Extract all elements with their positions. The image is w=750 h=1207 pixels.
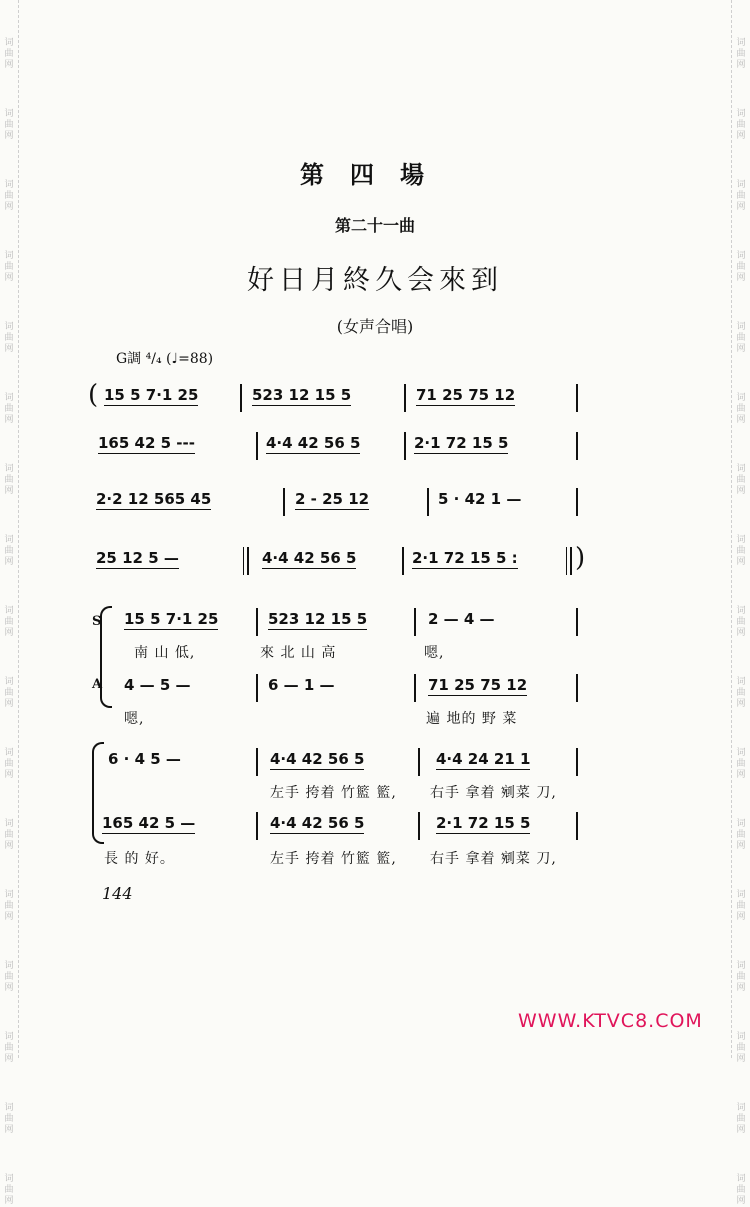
watermark-text: 词曲网 — [4, 606, 14, 638]
watermark-text: 词曲网 — [736, 890, 746, 922]
barline — [576, 674, 578, 702]
voicing-note: (女声合唱) — [336, 317, 414, 336]
scene-title: 第四場 — [300, 160, 450, 189]
measure: 165 42 5 --- — [98, 434, 195, 452]
watermark-text: 词曲网 — [736, 1032, 746, 1064]
open-parenthesis: ( — [88, 380, 99, 410]
watermark-text: 词曲网 — [736, 606, 746, 638]
measure: 71 25 75 12 — [428, 676, 528, 694]
measure: 71 25 75 12 — [416, 386, 516, 404]
measure: 2·1 72 15 5 — [414, 434, 509, 452]
watermark-text: 词曲网 — [4, 1032, 14, 1064]
measure: 2·2 12 565 45 — [96, 490, 212, 508]
page-number: 144 — [102, 884, 133, 903]
measure: 4 — 5 — — [124, 676, 191, 694]
watermark-text: 词曲网 — [736, 748, 746, 780]
watermark-text: 词曲网 — [736, 1103, 746, 1135]
watermark-text: 词曲网 — [736, 677, 746, 709]
watermark-text: 词曲网 — [4, 180, 14, 212]
lyric-phrase: 嗯, — [424, 645, 445, 661]
soprano-staff-1 — [0, 610, 750, 650]
watermark-text: 词曲网 — [4, 393, 14, 425]
watermark-text: 词曲网 — [736, 251, 746, 283]
watermark-text: 词曲网 — [736, 109, 746, 141]
lyric-phrase: 嗯, — [124, 711, 145, 727]
intro-line-2 — [0, 434, 750, 474]
alto-staff-1 — [0, 676, 750, 716]
intro-line-3 — [0, 490, 750, 530]
measure: 2·1 72 15 5 — [436, 814, 531, 832]
measure: 4·4 42 56 5 — [262, 549, 357, 567]
measure: 15 5 7·1 25 — [104, 386, 199, 404]
barline — [576, 432, 578, 460]
watermark-text: 词曲网 — [4, 251, 14, 283]
measure: 2 - 25 12 — [295, 490, 370, 508]
watermark-text: 词曲网 — [4, 961, 14, 993]
barline — [576, 384, 578, 412]
watermark-text: 词曲网 — [736, 819, 746, 851]
barline — [256, 432, 258, 460]
intro-line-1 — [0, 380, 750, 426]
barline — [283, 488, 285, 516]
watermark-text: 词曲网 — [736, 180, 746, 212]
song-title: 好日月終久会來到 — [247, 265, 503, 296]
watermark-text: 词曲网 — [4, 1103, 14, 1135]
barline — [418, 748, 420, 776]
piece-number: 第二十一曲 — [334, 216, 415, 235]
measure: 6 — 1 — — [268, 676, 335, 694]
barline — [576, 608, 578, 636]
lyric-phrase: 南 山 低, — [134, 645, 196, 661]
watermark-text: 词曲网 — [736, 1174, 746, 1206]
barline — [402, 547, 404, 575]
barline — [404, 384, 406, 412]
repeat-end-barline — [566, 547, 567, 575]
lyric-phrase: 長 的 好。 — [104, 851, 175, 867]
measure: 25 12 5 — — [96, 549, 179, 567]
barline — [576, 812, 578, 840]
measure: 4·4 42 56 5 — [266, 434, 361, 452]
close-parenthesis: ) — [575, 543, 586, 573]
watermark-text: 词曲网 — [4, 535, 14, 567]
barline — [414, 608, 416, 636]
barline — [256, 812, 258, 840]
lyric-phrase: 遍 地的 野 菜 — [426, 711, 518, 727]
barline — [256, 748, 258, 776]
site-watermark: WWW.KTVC8.COM — [518, 1010, 703, 1032]
watermark-text: 词曲网 — [4, 1174, 14, 1206]
watermark-text: 词曲网 — [4, 890, 14, 922]
barline — [240, 384, 242, 412]
measure: 165 42 5 — — [102, 814, 196, 832]
watermark-text: 词曲网 — [736, 464, 746, 496]
barline — [404, 432, 406, 460]
lyric-phrase: 右手 拿着 剜菜 刀, — [430, 851, 557, 867]
measure: 523 12 15 5 — [252, 386, 352, 404]
watermark-text: 词曲网 — [4, 748, 14, 780]
measure: 523 12 15 5 — [268, 610, 368, 628]
repeat-end-barline — [570, 547, 572, 575]
barline — [256, 674, 258, 702]
watermark-text: 词曲网 — [4, 677, 14, 709]
watermark-text: 词曲网 — [736, 38, 746, 70]
barline — [427, 488, 429, 516]
watermark-text: 词曲网 — [4, 322, 14, 354]
lyric-phrase: 左手 挎着 竹籃 籃, — [270, 851, 397, 867]
watermark-text: 词曲网 — [736, 535, 746, 567]
measure: 2 — 4 — — [428, 610, 495, 628]
barline — [576, 488, 578, 516]
lyric-phrase: 右手 拿着 剜菜 刀, — [430, 785, 557, 801]
alto-label: A — [92, 677, 103, 692]
watermark-text: 词曲网 — [4, 109, 14, 141]
measure: 4·4 42 56 5 — [270, 814, 365, 832]
watermark-text: 词曲网 — [736, 322, 746, 354]
measure: 6 · 4 5 — — [108, 750, 181, 768]
measure: 4·4 42 56 5 — [270, 750, 365, 768]
measure: 15 5 7·1 25 — [124, 610, 219, 628]
repeat-start-barline — [247, 547, 249, 575]
measure: 2·1 72 15 5 : — [412, 549, 518, 567]
measure: 5 · 42 1 — — [438, 490, 522, 508]
barline — [414, 674, 416, 702]
watermark-text: 词曲网 — [4, 464, 14, 496]
intro-line-4 — [0, 543, 750, 589]
lyric-phrase: 來 北 山 高 — [260, 645, 337, 661]
barline — [576, 748, 578, 776]
soprano-label: S — [92, 614, 102, 629]
repeat-start-barline — [243, 547, 244, 575]
lyric-phrase: 左手 挎着 竹籃 籃, — [270, 785, 397, 801]
barline — [418, 812, 420, 840]
watermark-text: 词曲网 — [736, 393, 746, 425]
barline — [256, 608, 258, 636]
key-signature: G調 ⁴/₄ (♩=88) — [116, 351, 214, 367]
watermark-text: 词曲网 — [4, 38, 14, 70]
watermark-text: 词曲网 — [4, 819, 14, 851]
measure: 4·4 24 21 1 — [436, 750, 531, 768]
watermark-text: 词曲网 — [736, 961, 746, 993]
